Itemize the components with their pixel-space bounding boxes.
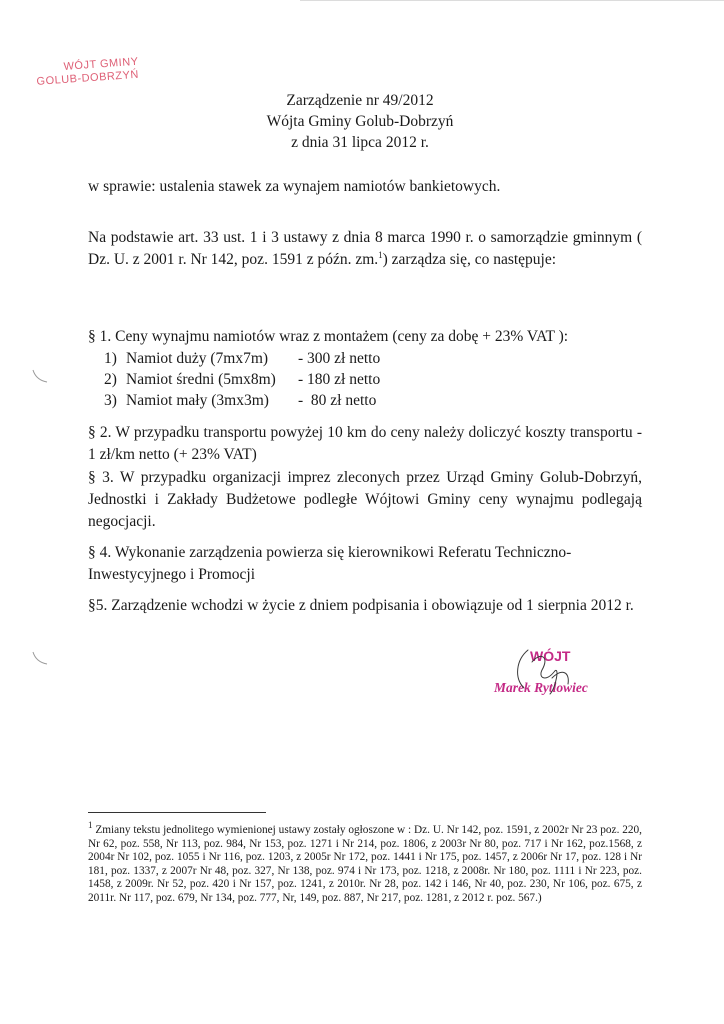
footnote-divider [88,812,266,813]
item-price: - 80 zł netto [298,392,377,409]
price-list-item [104,390,418,411]
issuer: Wójta Gminy Golub-Dobrzyń [266,113,454,130]
signature-title: WÓJT [530,648,571,664]
legal-basis [88,227,642,271]
item-name: Namiot mały (3mx3m) [126,392,269,409]
section-2: § 2. W przypadku transportu powyżej 10 km do ceny należy doliczyć koszty transportu - 1 zł/km netto (+ 23% VAT) [88,424,642,463]
price-list-item [104,348,418,369]
price-list [104,348,418,411]
footnote [88,820,643,906]
section-4: § 4. Wykonanie zarządzenia powierza się kierownikowi Referatu Techniczno-Inwestycyjnego i Promocji [88,544,572,583]
section-1-intro: § 1. Ceny wynajmu namiotów wraz z montażem (ceny za dobę + 23% VAT ): [88,328,569,345]
stamp-line-1: WÓJT GMINY [63,55,139,73]
item-price: - 300 zł netto [298,350,381,367]
item-number: 1) [104,350,117,367]
ordinance-number: Zarządzenie nr 49/2012 [286,92,434,109]
scan-hole-mark-icon [30,648,50,668]
footnote-reference: 1 [378,249,383,260]
signature-block [480,648,640,708]
item-price: - 180 zł netto [298,371,381,388]
footnote-text: Zmiany tekstu jednolitego wymienionej ustawy zostały ogłoszone w : Dz. U. Nr 142, poz. 1591, z 2002r Nr 23 poz. 220, Nr 62, poz. 558, Nr 113, poz. 984, Nr 153, poz. 1271 i Nr 214, poz. 1806, z 2003r Nr 80, poz. 717 i Nr 162, poz.1568, z 2004r Nr 102, poz. 1055 i Nr 116, poz. 1203, z 2005r Nr 172, poz. 1441 i Nr 175, poz. 1457, z 2006r Nr 17, poz. 128 i Nr 181, poz. 1337, z 2007r Nr 48, poz. 327, Nr 138, poz. 974 i Nr 173, poz. 1218, z 2008r. Nr 180, poz. 1111 i Nr 223, poz. 1458, z 2009r. Nr 52, poz. 420 i Nr 157, poz. 1241, z 2010r. Nr 28, poz. 142 i 146, Nr 40, poz. 230, Nr 106, poz. 675, z 2011r. Nr 117, poz. 679, Nr 134, poz. 777, Nr, 149, poz. 887, Nr 217, poz. 1281, z 2012 r. poz. 567.) [88,824,643,904]
document-header [230,90,490,153]
handwritten-signature-icon [480,648,640,708]
office-stamp [35,53,176,89]
item-number: 2) [104,371,117,388]
item-number: 3) [104,392,117,409]
signature-name: Marek Rytlowiec [494,680,588,695]
legal-basis-text: Na podstawie art. 33 ust. 1 i 3 ustawy z dnia 8 marca 1990 r. o samorządzie gminnym ( Dz. U. z 2001 r. Nr 142, poz. 1591 z późn. zm. [88,229,642,268]
subject-line: w sprawie: ustalenia stawek za wynajem namiotów bankietowych. [88,178,501,195]
scan-edge-line [300,0,724,1]
section-3: § 3. W przypadku organizacji imprez zleconych przez Urząd Gminy Golub-Dobrzyń, Jednostki i Zakłady Budżetowe podległe Wójtowi Gminy ceny wynajmu podlegają negocjacji. [88,469,642,530]
item-name: Namiot średni (5mx8m) [126,371,276,388]
footnote-marker: 1 [88,820,93,831]
issue-date: z dnia 31 lipca 2012 r. [291,134,429,151]
scan-hole-mark-icon [30,366,50,386]
section-5: §5. Zarządzenie wchodzi w życie z dniem podpisania i obowiązuje od 1 sierpnia 2012 r. [88,597,634,614]
price-list-item [104,369,418,390]
legal-basis-text-end: ) zarządza się, co następuje: [382,251,557,268]
item-name: Namiot duży (7mx7m) [126,350,269,367]
stamp-line-2: GOLUB-DOBRZYŃ [36,68,140,88]
